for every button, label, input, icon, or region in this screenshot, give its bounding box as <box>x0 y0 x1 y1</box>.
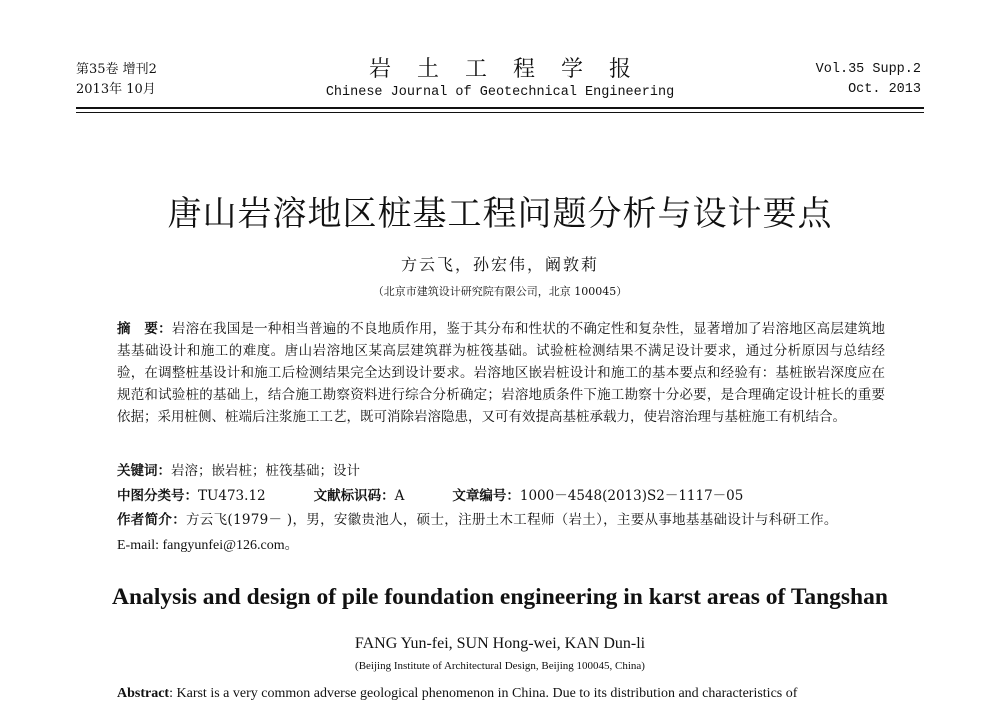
header-right <box>816 60 921 100</box>
abstract-en <box>117 684 907 704</box>
date-en: Oct. 2013 <box>848 82 921 97</box>
abstract-en-text: : Karst is a very common adverse geological phenomenon in China. Due to its distribution and characteristics of <box>169 686 798 701</box>
author-email: E-mail: fangyunfei@126.com。 <box>117 538 299 553</box>
clc-label: 中图分类号： <box>117 488 198 504</box>
volume-issue-cn: 第35卷 增刊2 <box>76 62 157 77</box>
doc-code-label: 文献标识码： <box>313 488 395 504</box>
affiliation-en: (Beijing Institute of Architectural Design, Beijing 100045, China) <box>355 660 645 672</box>
journal-name-en: Chinese Journal of Geotechnical Engineering <box>325 85 675 100</box>
header-rule-thin <box>76 112 924 113</box>
header-rule-thick <box>76 107 924 109</box>
article-number-label: 文章编号： <box>452 488 520 504</box>
paper-title-en: Analysis and design of pile foundation engineering in karst areas of Tangshan <box>112 584 888 610</box>
abstract-en-label: Abstract <box>117 686 170 701</box>
authors-en: FANG Yun-fei, SUN Hong-wei, KAN Dun-li <box>354 635 646 652</box>
keywords-text: 岩溶；嵌岩桩；桩筏基础；设计 <box>171 463 360 479</box>
author-bio <box>117 509 917 531</box>
affiliation-cn: （北京市建筑设计研究院有限公司，北京 100045） <box>372 285 628 298</box>
article-number-value: 1000－4548(2013)S2－1117－05 <box>519 488 744 504</box>
paper-title-cn: 唐山岩溶地区桩基工程问题分析与设计要点 <box>167 194 833 234</box>
author-bio-label: 作者简介： <box>117 512 186 528</box>
author-bio-text: 方云飞(1979－ )，男，安徽贵池人，硕士，注册土木工程师（岩土），主要从事地基基础设计与科研工作。 <box>186 512 838 528</box>
abstract-cn-text: 岩溶在我国是一种相当普遍的不良地质作用，鉴于其分布和性状的不确定性和复杂性，显著增加了岩溶地区高层建筑地基基础设计和施工的难度。唐山岩溶地区某高层建筑群为桩筏基础。试验桩检测结果不满足设计要求，通过分析原因与总结经验，在调整桩基设计和施工后检测结果完全达到设计要求。岩溶地区嵌岩桩设计和施工的基本要点和经验有：基桩嵌岩深度应在规范和试验桩的基础上，结合施工勘察资料进行综合分析确定；岩溶地质条件下施工勘察十分必要，是合理确定设计桩长的重要依据；采用桩侧、桩端后注浆施工工艺，既可消除岩溶隐患，又可有效提高基桩承载力，使岩溶治理与基桩施工有机结合。 <box>117 321 886 425</box>
authors-cn: 方云飞，孙宏伟，阚敦莉 <box>400 255 599 274</box>
keywords-label: 关键词： <box>117 463 171 479</box>
abstract-cn <box>117 318 885 428</box>
abstract-cn-label: 摘 要： <box>117 321 172 337</box>
keywords <box>117 460 917 482</box>
doc-code-value: A <box>394 488 405 504</box>
date-cn: 2013年 10月 <box>76 82 156 97</box>
volume-issue-en: Vol.35 Supp.2 <box>815 62 921 77</box>
clc-value: TU473.12 <box>198 488 266 504</box>
classification-line <box>117 485 917 507</box>
journal-name-cn: 岩土工程学报 <box>368 57 657 82</box>
